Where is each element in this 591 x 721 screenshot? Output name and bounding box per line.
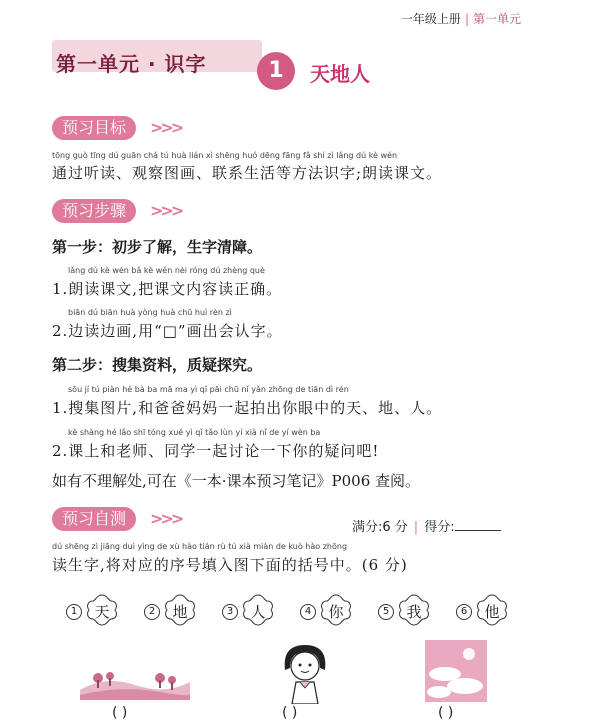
score-blank[interactable] (455, 530, 501, 531)
circled-number: 1 (66, 604, 82, 620)
char-item-1 (66, 592, 126, 632)
score-divider: | (413, 520, 419, 535)
full-score-label: 满分:6 分 (352, 520, 408, 535)
step1-item2-text: 2.边读边画,用“□”画出会认字。 (52, 322, 283, 340)
character: 你 (328, 603, 344, 621)
character-flower-row (66, 592, 536, 632)
character: 天 (94, 603, 110, 621)
char-item-2 (144, 592, 204, 632)
step1-item1-text: 1.朗读课文,把课文内容读正确。 (52, 280, 283, 298)
circled-number: 6 (456, 604, 472, 620)
step2-item2-text: 2.课上和老师、同学一起讨论一下你的疑问吧! (52, 442, 380, 460)
character: 我 (406, 603, 422, 621)
step2-title: 第二步：搜集资料，质疑探究。 (52, 356, 263, 374)
step1-title: 第一步：初步了解，生字清障。 (52, 238, 263, 256)
step2-item2-pinyin: kè shàng hé lǎo shī tóng xué yì qǐ tǎo lùn yí xià nǐ de yí wèn ba (68, 428, 321, 437)
step1-item2-pinyin: biān dú biān huà yòng huà chū huì rèn zì (68, 308, 232, 317)
step2-item1-text: 1.搜集图片,和爸爸妈妈一起拍出你眼中的天、地、人。 (52, 399, 443, 417)
step1-item1-pinyin: lǎng dú kè wén bǎ kè wén nèi róng dú zhèng què (68, 266, 265, 275)
char-item-5 (378, 592, 438, 632)
self-test-instruction: 读生字,将对应的序号填入图下面的括号中。(6 分) (52, 556, 408, 574)
chevron-arrows-icon: >>> (150, 509, 182, 528)
landscape-picture (80, 640, 190, 700)
page-header (401, 10, 521, 27)
section-tag-self-test: 预习自测 (52, 507, 136, 531)
answer-paren-2[interactable]: ( ) (282, 705, 298, 721)
sky-picture (425, 640, 487, 702)
circled-number: 2 (144, 604, 160, 620)
character: 人 (250, 603, 266, 621)
character: 他 (484, 603, 500, 621)
grade-label: 一年级上册 (400, 12, 461, 26)
girl-picture (270, 640, 340, 704)
step2-item1-pinyin: sōu jí tú piàn hé bà ba mā ma yì qǐ pāi chū nǐ yǎn zhōng de tiān dì rén (68, 385, 349, 394)
lesson-number-badge: 1 (257, 52, 295, 90)
answer-paren-1[interactable]: ( ) (112, 705, 128, 721)
section-tag-steps: 预习步骤 (52, 199, 136, 223)
character: 地 (172, 603, 188, 621)
char-item-3 (222, 592, 282, 632)
unit-title: 第一单元 · 识字 (56, 52, 207, 76)
got-score-label: 得分: (424, 520, 455, 535)
answer-paren-3[interactable]: ( ) (438, 705, 454, 721)
header-divider: | (464, 12, 469, 26)
circled-number: 3 (222, 604, 238, 620)
goals-text: 通过听读、观察图画、联系生活等方法识字;朗读课文。 (52, 164, 443, 182)
score-area (352, 516, 501, 535)
circled-number: 4 (300, 604, 316, 620)
chevron-arrows-icon: >>> (150, 118, 182, 137)
chevron-arrows-icon: >>> (150, 201, 182, 220)
reference-note: 如有不理解处,可在《一本·课本预习笔记》P006 查阅。 (52, 472, 421, 490)
self-test-pinyin: dú shēng zì jiāng duì yìng de xù hào tián rù tú xià miàn de kuò hào zhōng (52, 542, 348, 551)
circled-number: 5 (378, 604, 394, 620)
goals-pinyin: tōng guò tīng dú guān chá tú huà lián xì shēng huó dēng fāng fǎ shí zì lǎng dú kè wén (52, 151, 398, 160)
char-item-6 (456, 592, 516, 632)
section-tag-goals: 预习目标 (52, 116, 136, 140)
char-item-4 (300, 592, 360, 632)
lesson-title: 天地人 (310, 62, 370, 86)
unit-label: 第一单元 (472, 12, 521, 26)
